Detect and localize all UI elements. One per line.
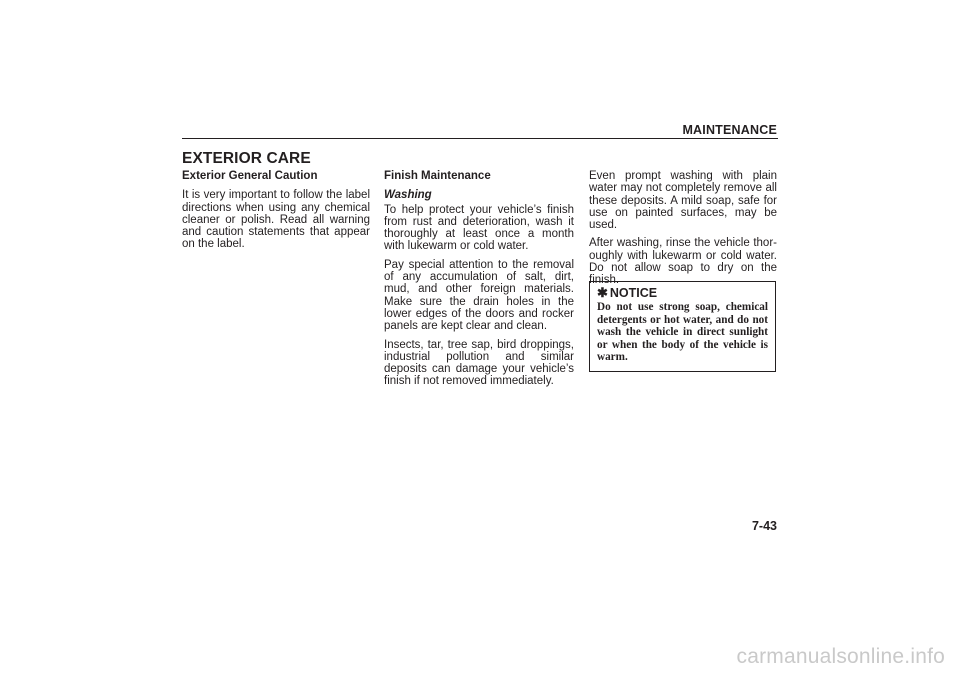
column-1 — [182, 170, 370, 257]
column-2 — [384, 170, 574, 394]
washing-paragraph-2: Pay special attention to the removal of any accumulation of salt, dirt, mud, and other foreign materials. Make sure the drain holes in the lower edges of the doors and rocker panels are kept clear and clean. — [384, 258, 574, 333]
deposits-paragraph: Even prompt washing with plain water may not completely remove all these deposits. A mild soap, safe for use on painted surfaces, may be used. — [589, 170, 777, 232]
washing-paragraph-1: To help protect your vehicle’s finish from rust and deterioration, wash it thoroughly at least once a month with lukewarm or cold water. — [384, 203, 574, 253]
notice-cross-icon: ✱ — [597, 285, 608, 300]
finish-maintenance-heading: Finish Maintenance — [384, 170, 491, 182]
section-title: EXTERIOR CARE — [182, 150, 311, 167]
washing-paragraph-3: Insects, tar, tree sap, bird droppings, industrial pollution and similar deposits can damage your vehicle’s finish if not removed immediately. — [384, 338, 574, 388]
watermark: carmanualsonline.info — [736, 645, 945, 668]
notice-text: Do not use strong soap, chemical detergents or hot water, and do not wash the vehicle in direct sunlight or when the body of the vehicle is warm. — [597, 301, 768, 363]
rinse-paragraph: After washing, rinse the vehicle thor-oughly with lukewarm or cold water. Do not allow soap to dry on the finish. — [589, 237, 777, 287]
exterior-general-caution-heading: Exterior General Caution — [182, 170, 318, 182]
page-number: 7-43 — [751, 519, 777, 533]
column-3 — [589, 170, 777, 293]
notice-label: NOTICE — [609, 286, 658, 300]
running-header: MAINTENANCE — [682, 123, 777, 137]
notice-box — [589, 281, 776, 372]
caution-paragraph: It is very important to follow the label directions when using any chemical cleaner or polish. Read all warning and caution statements that appear on the label. — [182, 189, 370, 251]
header-divider — [182, 138, 778, 139]
washing-subheading: Washing — [384, 189, 432, 202]
notice-title — [597, 286, 768, 300]
